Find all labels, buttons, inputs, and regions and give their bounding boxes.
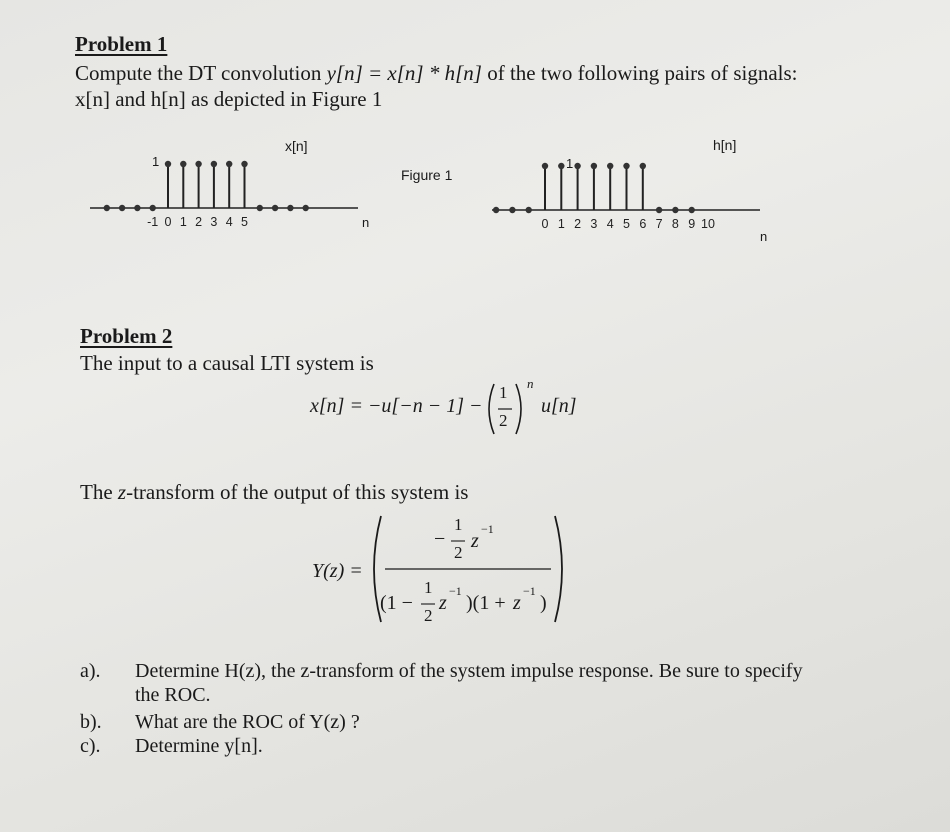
question-a-text-cont: the ROC. bbox=[135, 684, 211, 706]
tick-label: 0 bbox=[541, 217, 549, 231]
tick-label: 2 bbox=[574, 217, 582, 231]
sample-dot bbox=[303, 205, 309, 211]
tick-label: 3 bbox=[590, 217, 598, 231]
sample-dot bbox=[623, 163, 629, 169]
tick-label: 4 bbox=[606, 217, 614, 231]
input-eq-frac-numerator: 1 bbox=[499, 383, 508, 402]
tick-label: 4 bbox=[225, 215, 233, 229]
sample-dot bbox=[241, 161, 247, 167]
sample-dot bbox=[257, 205, 263, 211]
tick-label: -1 bbox=[147, 215, 159, 229]
output-intro bbox=[80, 480, 468, 505]
problem2-intro: The input to a causal LTI system is bbox=[80, 351, 374, 375]
output-eq-den-z: z bbox=[439, 592, 447, 614]
tick-label: 10 bbox=[701, 217, 715, 231]
output-eq-den-exp2: −1 bbox=[523, 584, 536, 598]
output-eq-den-mid: )(1 + bbox=[466, 592, 506, 614]
tick-label: 1 bbox=[179, 215, 187, 229]
question-a-marker: a). bbox=[80, 660, 101, 682]
h-plot-title: h[n] bbox=[713, 137, 737, 153]
sample-dot bbox=[150, 205, 156, 211]
question-c-marker: c). bbox=[80, 735, 101, 757]
output-eq-den-frac-numerator: 1 bbox=[424, 578, 433, 597]
tick-label: 3 bbox=[210, 215, 218, 229]
output-eq-den-close: ) bbox=[540, 592, 547, 614]
problem1-heading: Problem 1 bbox=[75, 32, 168, 56]
sample-dot bbox=[493, 207, 499, 213]
input-eq-exponent: n bbox=[527, 376, 534, 391]
output-eq-den-frac-denominator: 2 bbox=[424, 606, 433, 625]
x-plot-amplitude-label: 1 bbox=[152, 154, 160, 169]
sample-dot bbox=[509, 207, 515, 213]
output-eq-num-frac-denominator: 2 bbox=[454, 543, 463, 562]
sample-dot bbox=[526, 207, 532, 213]
output-eq-den-exp: −1 bbox=[449, 584, 462, 598]
tick-label: 8 bbox=[671, 217, 679, 231]
question-a-text: Determine H(z), the z-transform of the system impulse response. Be sure to specify bbox=[135, 660, 803, 682]
sample-dot bbox=[574, 163, 580, 169]
problem1-line1-suffix: of the two following pairs of signals: bbox=[481, 61, 798, 85]
sample-dot bbox=[607, 163, 613, 169]
question-c-text: Determine y[n]. bbox=[135, 735, 263, 757]
output-intro-z: z bbox=[117, 480, 127, 504]
figure-1 bbox=[0, 130, 950, 250]
x-plot-title: x[n] bbox=[285, 138, 308, 154]
tick-label: 7 bbox=[655, 217, 663, 231]
tick-label: 5 bbox=[623, 217, 630, 231]
tick-label: 6 bbox=[639, 217, 647, 231]
input-eq-lhs: x[n] = −u[−n − 1] − bbox=[310, 395, 483, 417]
sample-dot bbox=[195, 161, 201, 167]
output-eq-lhs: Y(z) = bbox=[312, 560, 363, 582]
sample-dot bbox=[591, 163, 597, 169]
tick-label: 5 bbox=[241, 215, 248, 229]
output-eq-den-z2: z bbox=[513, 592, 521, 614]
tick-label: 2 bbox=[195, 215, 203, 229]
problem1-line1-prefix: Compute the DT convolution bbox=[75, 61, 327, 85]
question-b-text: What are the ROC of Y(z) ? bbox=[135, 711, 360, 733]
sample-dot bbox=[287, 205, 293, 211]
sample-dot bbox=[272, 205, 278, 211]
sample-dot bbox=[542, 163, 548, 169]
output-eq-num-sign: − bbox=[434, 528, 446, 550]
problem1-statement-line2: x[n] and h[n] as depicted in Figure 1 bbox=[75, 87, 383, 111]
output-eq-num-frac-numerator: 1 bbox=[454, 515, 463, 534]
problem2-heading: Problem 2 bbox=[80, 324, 173, 348]
h-signal-plot bbox=[492, 163, 760, 231]
input-eq-frac-denominator: 2 bbox=[499, 411, 508, 430]
sample-dot bbox=[226, 161, 232, 167]
sample-dot bbox=[689, 207, 695, 213]
sample-dot bbox=[640, 163, 646, 169]
sample-dot bbox=[165, 161, 171, 167]
h-plot-amplitude-label: 1 bbox=[566, 156, 574, 171]
h-plot-axis-variable: n bbox=[760, 229, 768, 244]
output-eq-den-open: (1 − bbox=[380, 592, 413, 614]
output-intro-pre: The bbox=[80, 480, 118, 504]
x-plot-axis-variable: n bbox=[362, 215, 370, 230]
sample-dot bbox=[656, 207, 662, 213]
question-b-marker: b). bbox=[80, 711, 102, 733]
sample-dot bbox=[180, 161, 186, 167]
sample-dot bbox=[672, 207, 678, 213]
sample-dot bbox=[211, 161, 217, 167]
tick-label: 0 bbox=[164, 215, 172, 229]
sample-dot bbox=[558, 163, 564, 169]
tick-label: 1 bbox=[557, 217, 565, 231]
input-eq-tail: u[n] bbox=[541, 395, 577, 417]
output-intro-post: -transform of the output of this system is bbox=[126, 480, 469, 504]
convolution-formula: y[n] = x[n] * h[n] bbox=[326, 61, 482, 85]
sample-dot bbox=[119, 205, 125, 211]
output-eq-num-exp: −1 bbox=[481, 522, 494, 536]
sample-dot bbox=[104, 205, 110, 211]
output-eq-num-z: z bbox=[471, 530, 479, 552]
problem1-statement-line1 bbox=[75, 61, 798, 86]
x-signal-plot bbox=[90, 161, 358, 229]
figure-caption: Figure 1 bbox=[401, 167, 453, 183]
tick-label: 9 bbox=[688, 217, 696, 231]
sample-dot bbox=[134, 205, 140, 211]
